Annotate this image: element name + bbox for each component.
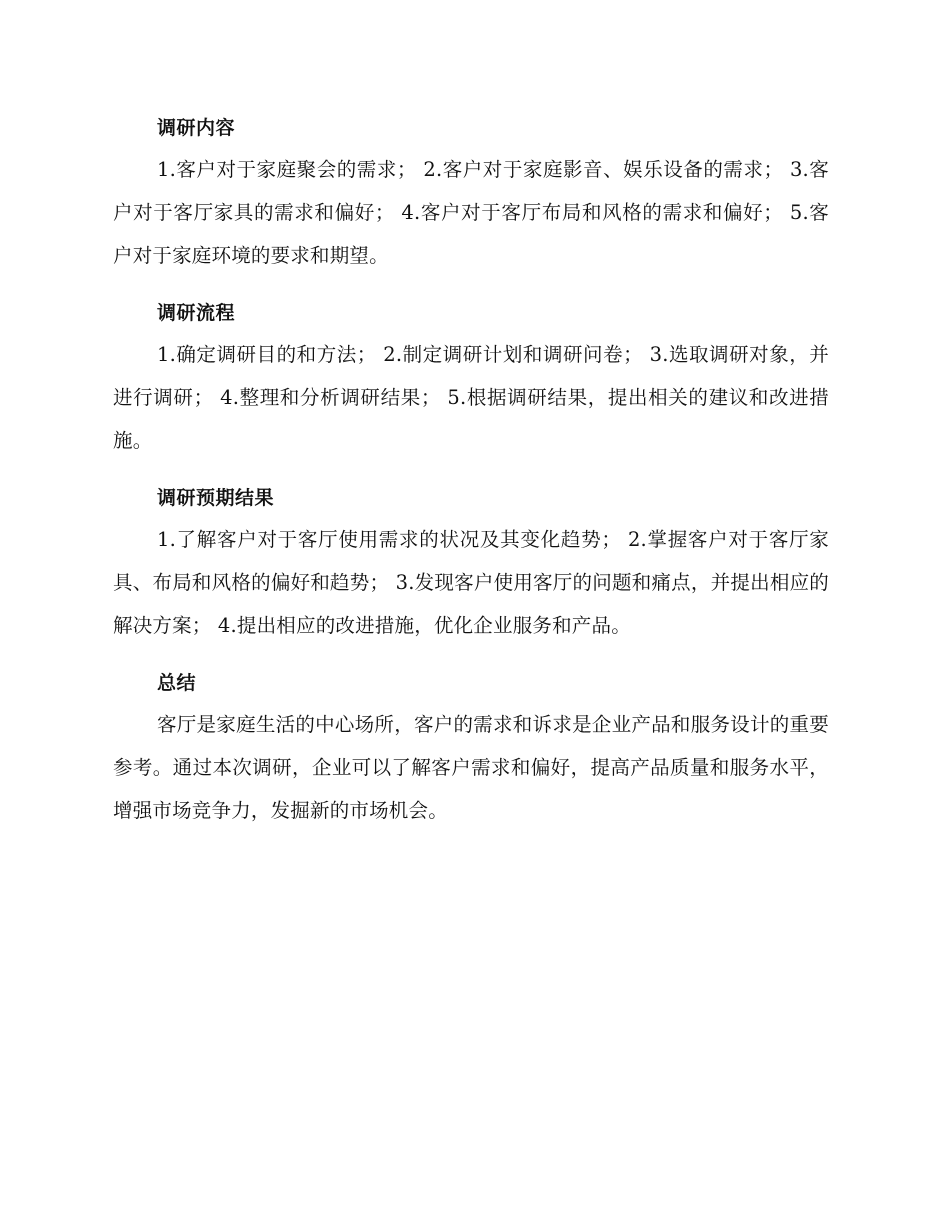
section-heading: 调研内容	[157, 117, 236, 139]
document-page	[113, 108, 829, 848]
section-heading: 调研流程	[157, 302, 236, 324]
section-summary	[113, 663, 829, 832]
section-paragraph: 客厅是家庭生活的中心场所，客户的需求和诉求是企业产品和服务设计的重要参考。通过本次调研，企业可以了解客户需求和偏好，提高产品质量和服务水平，增强市场竞争力，发掘新的市场机会。	[113, 713, 829, 822]
section-research-process	[113, 293, 829, 462]
section-research-content	[113, 108, 829, 277]
section-paragraph: 1.确定调研目的和方法； 2.制定调研计划和调研问卷； 3.选取调研对象，并进行调研； 4.整理和分析调研结果； 5.根据调研结果，提出相关的建议和改进措施。	[113, 343, 829, 452]
section-paragraph: 1.客户对于家庭聚会的需求； 2.客户对于家庭影音、娱乐设备的需求； 3.客户对于客厅家具的需求和偏好； 4.客户对于客厅布局和风格的需求和偏好； 5.客户对于家庭环境的要求和期望。	[113, 158, 829, 267]
section-paragraph: 1.了解客户对于客厅使用需求的状况及其变化趋势； 2.掌握客户对于客厅家具、布局和风格的偏好和趋势； 3.发现客户使用客厅的问题和痛点，并提出相应的解决方案； 4.提出相应的改进措施，优化企业服务和产品。	[113, 528, 829, 637]
section-expected-results	[113, 478, 829, 647]
section-heading: 调研预期结果	[157, 487, 275, 509]
section-heading: 总结	[157, 672, 197, 694]
